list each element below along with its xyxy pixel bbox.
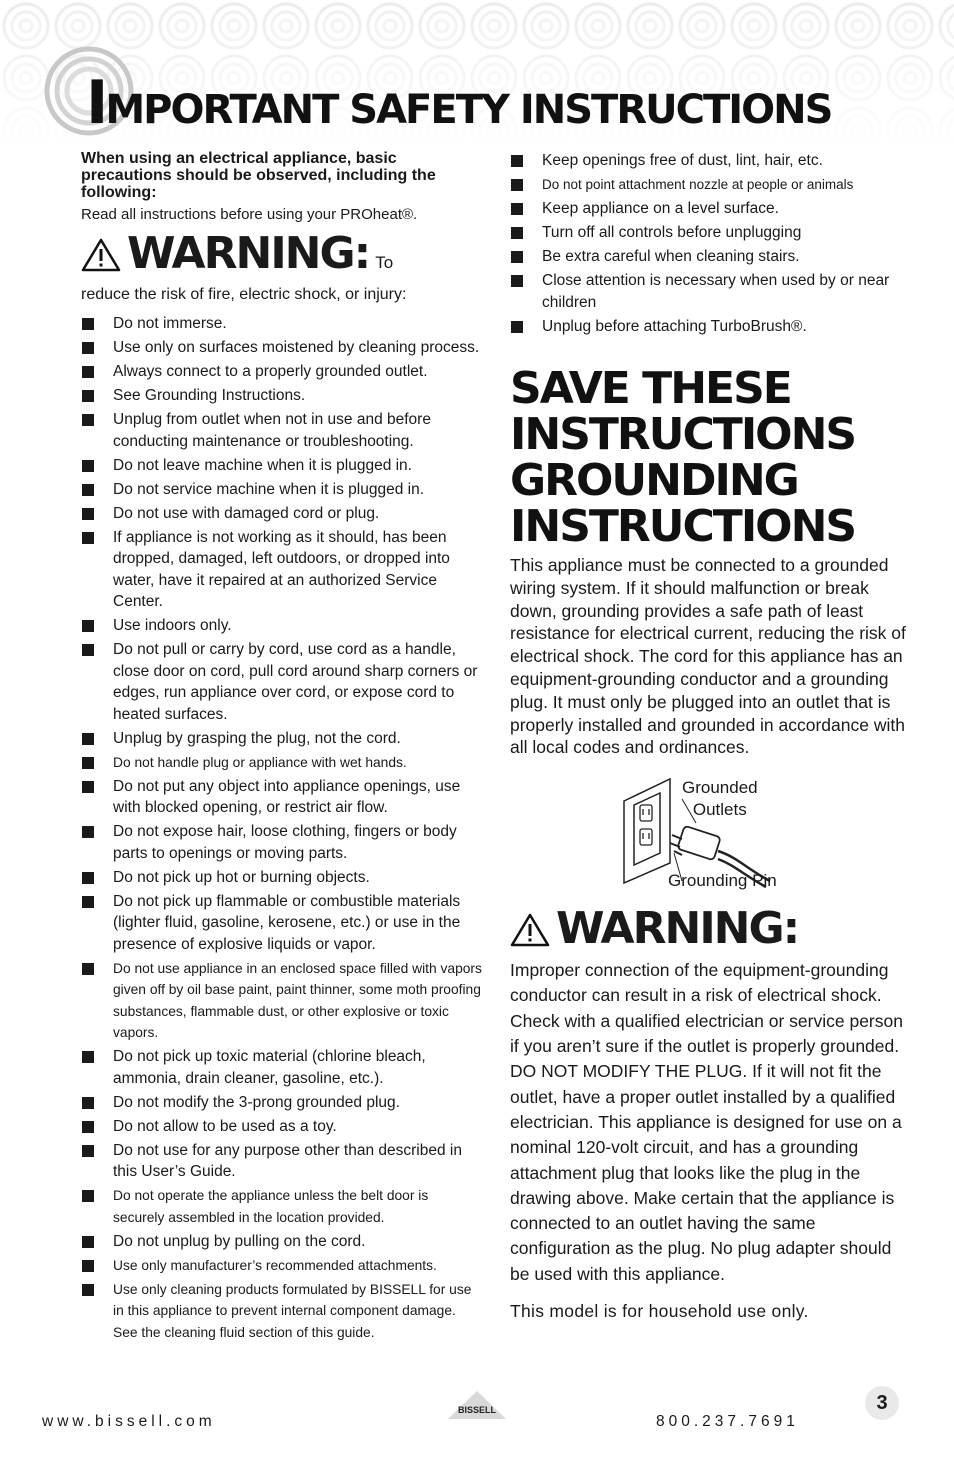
household-use-note: This model is for household use only. xyxy=(510,1301,809,1322)
list-item: Do not use for any purpose other than described in this User’s Guide. xyxy=(81,1140,483,1183)
warning-word: WARNING: xyxy=(556,903,799,955)
grounding-paragraph: This appliance must be connected to a grounded wiring system. If it should malfunction or break down, grounding provides a safe path of least resistance for electrical current, reducing the risk of electrical shock. The cord for this appliance has an equipment-grounding conductor and a grounding plug. It must only be plugged into an outlet that is properly installed and grounded in accordance with all local codes and ordinances. xyxy=(510,555,906,758)
list-item: Do not point attachment nozzle at people or animals xyxy=(510,174,912,196)
grounding-instructions-heading xyxy=(510,455,912,552)
save-instructions-heading xyxy=(510,363,912,460)
list-item: Use only on surfaces moistened by cleaning process. xyxy=(81,337,483,359)
grounding-pin-label: Grounding Pin xyxy=(668,871,777,891)
warning-heading-2 xyxy=(510,903,912,954)
grounded-label-line-1: Grounded xyxy=(682,778,758,798)
intro-read-instructions: Read all instructions before using your PROheat®. xyxy=(81,206,418,223)
left-column xyxy=(81,150,483,1346)
list-item: Do not use with damaged cord or plug. xyxy=(81,503,483,525)
warning-paragraph: Improper connection of the equipment-grounding conductor can result in a risk of electrical shock. Check with a qualified electrician or service person if you aren’t sure if the outlet is properly grounded. DO NOT MODIFY THE PLUG. If it will not fit the outlet, have a proper outlet installed by a qualified electrician. This appliance is designed for use on a nominal 120-volt circuit, and has a grounding attachment plug that looks like the plug in the drawing above. Make certain that the appliance is connected to an outlet having the same configuration as the plug. No plug adapter should be used with this appliance. xyxy=(510,960,903,1284)
page-number: 3 xyxy=(865,1386,899,1420)
warning-tail: To xyxy=(375,253,394,272)
list-item: Do not expose hair, loose clothing, fingers or body parts to openings or moving parts. xyxy=(81,821,483,864)
safety-list-continued xyxy=(510,150,912,338)
list-item: Use only cleaning products formulated by BISSELL for use in this appliance to prevent internal component damage. See the cleaning fluid section of this guide. xyxy=(81,1279,483,1344)
warning-word: WARNING: xyxy=(127,228,370,279)
list-item: Do not pick up flammable or combustible materials (lighter fluid, gasoline, kerosene, etc.) or use in the presence of explosive liquids or vapor. xyxy=(81,891,483,956)
list-item: Do not immerse. xyxy=(81,313,483,335)
safety-list xyxy=(81,313,483,1343)
grounded-outlet-diagram xyxy=(510,773,912,895)
list-item: See Grounding Instructions. xyxy=(81,385,483,407)
page-title xyxy=(86,68,831,138)
list-item: Do not unplug by pulling on the cord. xyxy=(81,1231,483,1253)
warning-triangle-icon xyxy=(81,238,121,272)
grounding-heading-line-1: GROUNDING xyxy=(510,455,798,506)
list-item: Do not handle plug or appliance with wet hands. xyxy=(81,752,483,774)
list-item: Do not operate the appliance unless the belt door is securely assembled in the location provided. xyxy=(81,1185,483,1228)
list-item: Do not service machine when it is plugged in. xyxy=(81,479,483,501)
warning-heading xyxy=(81,228,483,279)
list-item: Unplug by grasping the plug, not the cord. xyxy=(81,728,483,750)
footer-website: www.bissell.com xyxy=(42,1413,216,1430)
list-item: Do not pick up hot or burning objects. xyxy=(81,867,483,889)
list-item: Keep openings free of dust, lint, hair, etc. xyxy=(510,150,912,172)
right-column xyxy=(510,150,912,1322)
page-title-rest: MPORTANT SAFETY INSTRUCTIONS xyxy=(105,87,832,133)
grounding-heading-line-2: INSTRUCTIONS xyxy=(510,501,856,552)
list-item: Close attention is necessary when used by or near children xyxy=(510,270,912,314)
list-item: Use indoors only. xyxy=(81,615,483,637)
page-title-initial: I xyxy=(86,68,106,138)
intro-precautions: When using an electrical appliance, basic precautions should be observed, including the following: xyxy=(81,150,436,201)
bissell-logo xyxy=(444,1390,510,1420)
list-item: Do not put any object into appliance openings, use with blocked opening, or restrict air flow. xyxy=(81,776,483,819)
list-item: Do not pick up toxic material (chlorine bleach, ammonia, drain cleaner, gasoline, etc.). xyxy=(81,1046,483,1089)
page-header xyxy=(44,46,944,156)
footer-phone: 800.237.7691 xyxy=(656,1413,799,1430)
list-item: Always connect to a properly grounded outlet. xyxy=(81,361,483,383)
warning-triangle-icon xyxy=(510,913,550,947)
save-heading-line-1: SAVE THESE xyxy=(510,363,791,414)
list-item: Turn off all controls before unplugging xyxy=(510,222,912,244)
grounded-outlets-label xyxy=(682,777,758,821)
list-item: Do not allow to be used as a toy. xyxy=(81,1116,483,1138)
list-item: Unplug before attaching TurboBrush®. xyxy=(510,316,912,338)
list-item: Unplug from outlet when not in use and before conducting maintenance or troubleshooting. xyxy=(81,409,483,452)
logo-text: BISSELL xyxy=(457,1405,497,1415)
list-item: Do not modify the 3-prong grounded plug. xyxy=(81,1092,483,1114)
list-item: Do not pull or carry by cord, use cord as a handle, close door on cord, pull cord around sharp corners or edges, run appliance over cord, or expose cord to heated surfaces. xyxy=(81,639,483,725)
list-item: Do not leave machine when it is plugged in. xyxy=(81,455,483,477)
list-item: Use only manufacturer’s recommended attachments. xyxy=(81,1255,483,1277)
grounded-label-line-2: Outlets xyxy=(692,800,747,820)
list-item: Be extra careful when cleaning stairs. xyxy=(510,246,912,268)
list-item: Do not use appliance in an enclosed space filled with vapors given off by oil base paint, paint thinner, some moth proofing substances, flammable dust, or other explosive or toxic vapors. xyxy=(81,958,483,1044)
warning-description: reduce the risk of fire, electric shock, or injury: xyxy=(81,286,407,303)
list-item: Keep appliance on a level surface. xyxy=(510,198,912,220)
list-item: If appliance is not working as it should, has been dropped, damaged, left outdoors, or dropped into water, have it repaired at an authorized Service Center. xyxy=(81,527,483,613)
save-heading-line-2: INSTRUCTIONS xyxy=(510,409,856,460)
